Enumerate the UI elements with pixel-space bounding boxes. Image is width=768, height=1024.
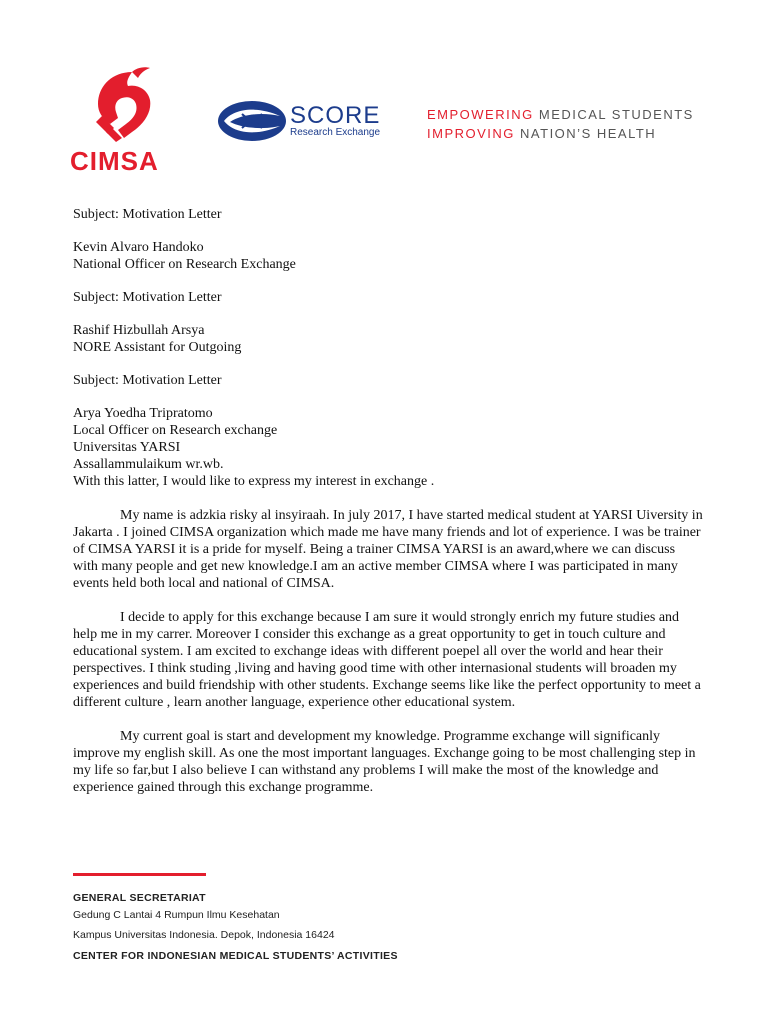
letterhead bbox=[0, 0, 768, 190]
letter-body bbox=[73, 206, 703, 796]
cimsa-wordmark: CIMSA bbox=[70, 146, 159, 176]
footer-title: GENERAL SECRETARIAT bbox=[73, 892, 206, 904]
subject-line: Subject: Motivation Letter bbox=[73, 373, 222, 388]
footer bbox=[73, 891, 398, 963]
paragraph-1: My name is adzkia risky al insyiraah. In july 2017, I have started medical student at YARSI Uiversity in Jakarta . I joined CIMSA organization which made me have many friends and lot of experience. I was be trainer of CIMSA YARSI it is a pride for myself. Being a trainer CIMSA YARSI is an award,where we can discuss with many people and get new knowledge.I am an active member CIMSA where I was participated in many events held both local and national of CIMSA. bbox=[73, 508, 703, 591]
cimsa-logo bbox=[70, 66, 180, 176]
recipient-role: NORE Assistant for Outgoing bbox=[73, 340, 242, 355]
footer-address-2: Kampus Universitas Indonesia. Depok, Indonesia 16424 bbox=[73, 929, 335, 941]
recipient-role: Local Officer on Research exchange bbox=[73, 423, 278, 438]
paragraph-3: My current goal is start and development my knowledge. Programme exchange will significanly improve my english skill. As one the most important languages. Exchange going to be most challenging step in my life so far,but I also believe I can withstand any problems I will make the most of the knowledge and experience gained through this exchange programme. bbox=[73, 729, 696, 795]
recipient-name: Arya Yoedha Tripratomo bbox=[73, 406, 213, 421]
recipient-name: Rashif Hizbullah Arsya bbox=[73, 323, 205, 338]
tagline bbox=[427, 105, 694, 143]
tagline-rest-1: MEDICAL STUDENTS bbox=[538, 107, 694, 122]
cimsa-emblem-icon bbox=[88, 66, 158, 142]
paragraph-2: I decide to apply for this exchange because I am sure it would strongly enrich my future studies and help me in my carrer. Moreover I consider this exchange as a great opportunity to get in touch culture and educational system. I am excited to exchange ideas with different poepel all over the world and hear their perspectives. I think studing ,living and having good time with other internasional students will broaden my experiences and build friendship with other students. Exchange seems like like the perfect opportunity to meet a different culture , learn another language, experience other educational system. bbox=[73, 610, 701, 710]
footer-address-1: Gedung C Lantai 4 Rumpun Ilmu Kesehatan bbox=[73, 909, 280, 921]
recipient-role: National Officer on Research Exchange bbox=[73, 257, 296, 272]
score-wordmark: SCORE bbox=[290, 102, 381, 129]
recipient-name: Kevin Alvaro Handoko bbox=[73, 240, 204, 255]
tagline-rest-2: NATION’S HEALTH bbox=[520, 126, 657, 141]
footer-divider bbox=[73, 873, 206, 876]
recipient-organization: Universitas YARSI bbox=[73, 440, 181, 455]
intro-sentence: With this latter, I would like to express my interest in exchange . bbox=[73, 474, 435, 489]
footer-organization: CENTER FOR INDONESIAN MEDICAL STUDENTS’ ACTIVITIES bbox=[73, 950, 398, 962]
subject-line: Subject: Motivation Letter bbox=[73, 207, 222, 222]
greeting: Assallammulaikum wr.wb. bbox=[73, 457, 224, 472]
tagline-line-1 bbox=[427, 105, 694, 124]
subject-line: Subject: Motivation Letter bbox=[73, 290, 222, 305]
tagline-red-2: IMPROVING bbox=[427, 126, 515, 141]
tagline-line-2 bbox=[427, 124, 694, 143]
tagline-red-1: EMPOWERING bbox=[427, 107, 534, 122]
score-logo bbox=[218, 100, 388, 142]
dna-icon bbox=[218, 100, 286, 142]
score-subtitle: Research Exchange bbox=[290, 127, 381, 138]
